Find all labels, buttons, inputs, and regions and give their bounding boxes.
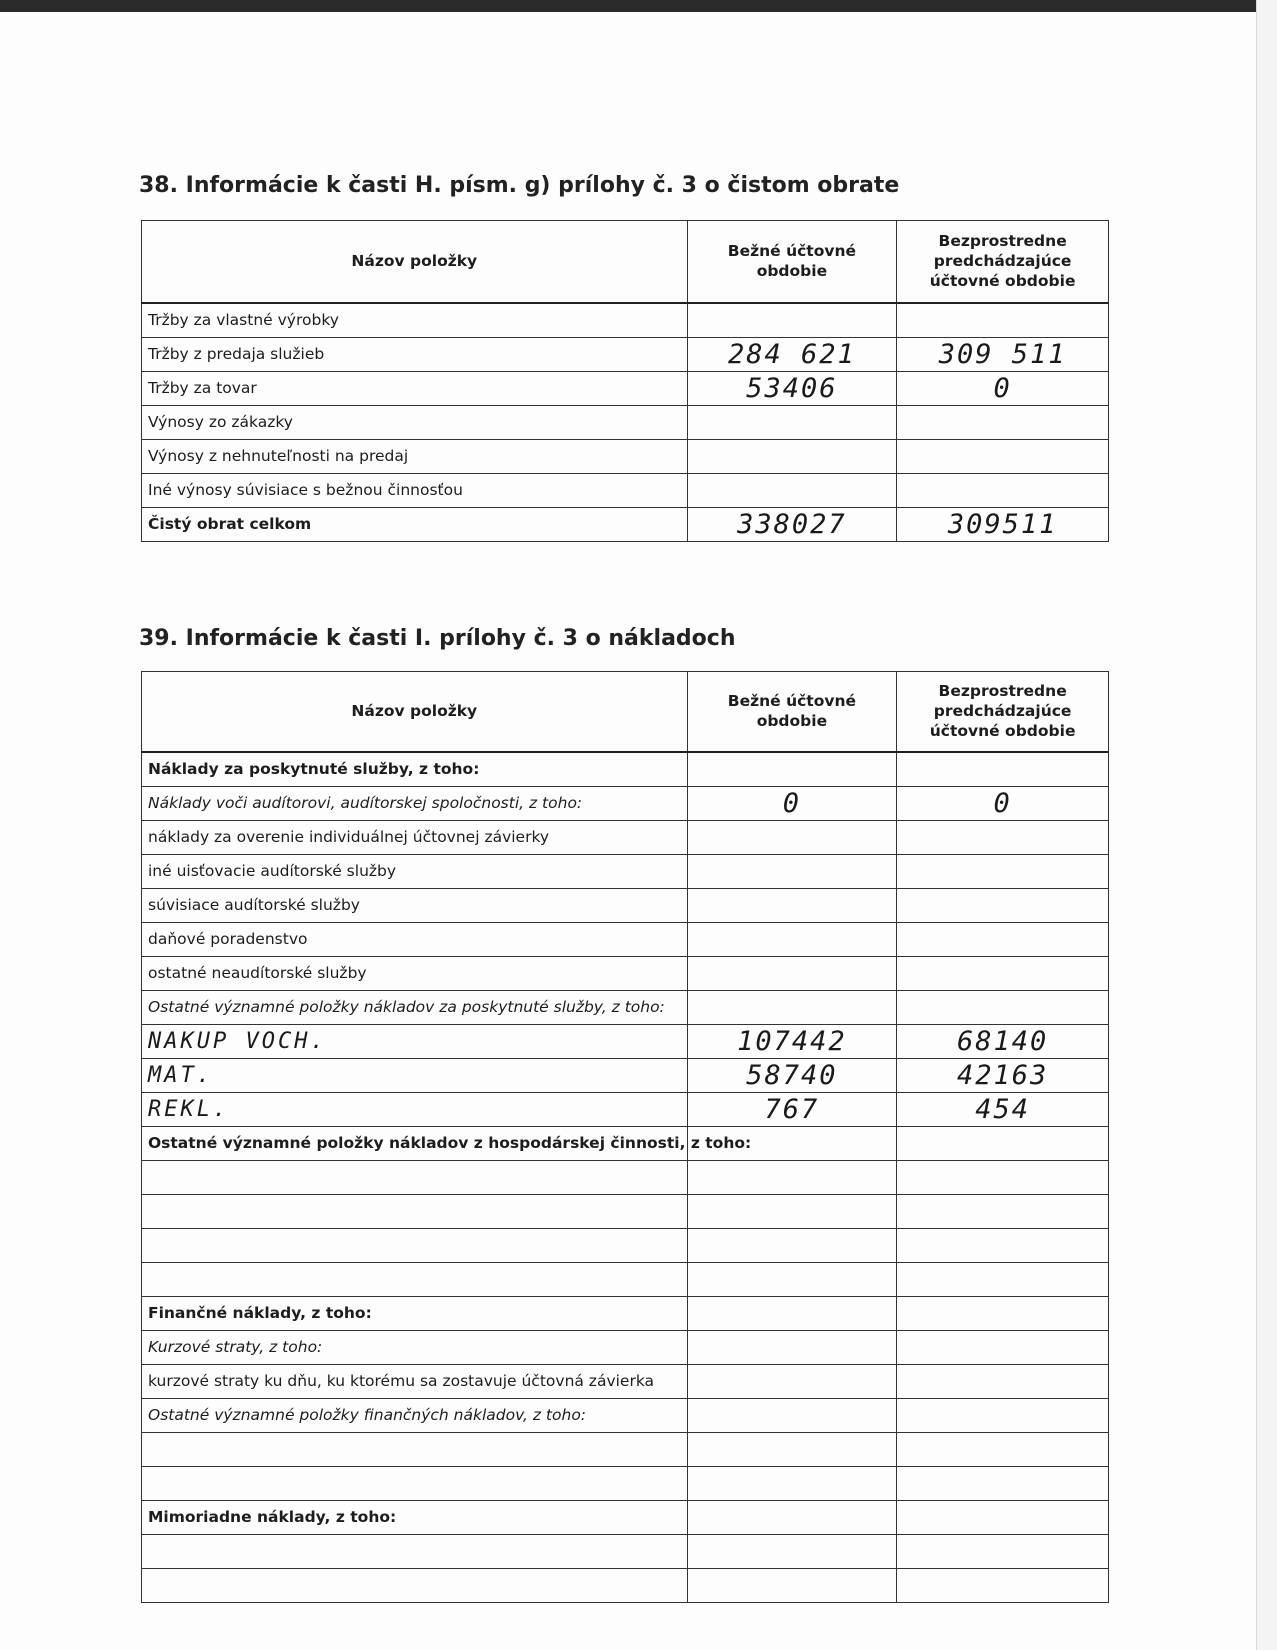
current-value-cell[interactable] [687, 752, 897, 787]
current-value-cell[interactable]: 53406 [687, 371, 897, 405]
handwritten-item-label[interactable]: MAT. [142, 1058, 688, 1092]
previous-value-cell[interactable] [897, 1228, 1109, 1262]
table-row [142, 888, 1109, 922]
table-row [142, 1126, 1109, 1160]
row-label[interactable] [142, 1228, 688, 1262]
row-label: Náklady voči audítorovi, audítorskej spoločnosti, z toho: [142, 786, 688, 820]
row-label: Iné výnosy súvisiace s bežnou činnosťou [142, 473, 688, 507]
previous-value-cell[interactable] [897, 1160, 1109, 1194]
previous-value-cell[interactable] [897, 1126, 1109, 1160]
table-row [142, 922, 1109, 956]
current-value-cell[interactable]: 284 621 [687, 337, 897, 371]
previous-value-cell[interactable] [897, 1364, 1109, 1398]
current-value-cell[interactable] [687, 1160, 897, 1194]
current-value-cell[interactable] [687, 888, 897, 922]
row-label: Ostatné významné položky finančných nákladov, z toho: [142, 1398, 688, 1432]
table-row [142, 990, 1109, 1024]
previous-value-cell[interactable]: 454 [897, 1092, 1109, 1126]
previous-value-cell[interactable] [897, 990, 1109, 1024]
previous-value-cell[interactable] [897, 1432, 1109, 1466]
row-label: Tržby za tovar [142, 371, 688, 405]
current-value-cell[interactable] [687, 1568, 897, 1602]
current-value-cell[interactable] [687, 1330, 897, 1364]
current-value-cell[interactable] [687, 1296, 897, 1330]
current-total-cell[interactable]: 338027 [687, 507, 897, 541]
table-row [142, 337, 1109, 371]
previous-value-cell[interactable] [897, 1466, 1109, 1500]
previous-value-cell[interactable]: 42163 [897, 1058, 1109, 1092]
row-label: súvisiace audítorské služby [142, 888, 688, 922]
table-row [142, 371, 1109, 405]
blank-row [142, 1466, 1109, 1500]
table-row [142, 854, 1109, 888]
row-label: Mimoriadne náklady, z toho: [142, 1500, 688, 1534]
table-header-row [142, 672, 1109, 752]
previous-total-cell[interactable]: 309511 [897, 507, 1109, 541]
table-row [142, 405, 1109, 439]
handwritten-item-label[interactable]: NAKUP VOCH. [142, 1024, 688, 1058]
current-value-cell[interactable] [687, 820, 897, 854]
current-value-cell[interactable]: 767 [687, 1092, 897, 1126]
current-value-cell[interactable] [687, 990, 897, 1024]
previous-value-cell[interactable] [897, 1500, 1109, 1534]
row-label: Finančné náklady, z toho: [142, 1296, 688, 1330]
table-row [142, 303, 1109, 338]
row-label: Výnosy zo zákazky [142, 405, 688, 439]
blank-row [142, 1432, 1109, 1466]
blank-row [142, 1194, 1109, 1228]
previous-value-cell[interactable]: 0 [897, 786, 1109, 820]
current-value-cell[interactable]: 107442 [687, 1024, 897, 1058]
section-39-table [141, 671, 1109, 1603]
previous-value-cell[interactable] [897, 956, 1109, 990]
previous-value-cell[interactable] [897, 303, 1109, 338]
blank-row [142, 1568, 1109, 1602]
total-row [142, 507, 1109, 541]
header-current-period: Bežné účtovné obdobie [687, 221, 897, 303]
current-value-cell[interactable] [687, 1534, 897, 1568]
current-value-cell[interactable] [687, 1500, 897, 1534]
table-row [142, 1398, 1109, 1432]
current-value-cell[interactable] [687, 1398, 897, 1432]
handwritten-item-label[interactable]: REKL. [142, 1092, 688, 1126]
current-value-cell[interactable] [687, 854, 897, 888]
table-row [142, 820, 1109, 854]
current-value-cell[interactable] [687, 1228, 897, 1262]
row-label: daňové poradenstvo [142, 922, 688, 956]
table-row [142, 439, 1109, 473]
current-value-cell[interactable] [687, 473, 897, 507]
previous-value-cell[interactable] [897, 1534, 1109, 1568]
previous-value-cell[interactable] [897, 473, 1109, 507]
row-label[interactable] [142, 1160, 688, 1194]
row-label: náklady za overenie individuálnej účtovnej závierky [142, 820, 688, 854]
row-label: kurzové straty ku dňu, ku ktorému sa zostavuje účtovná závierka [142, 1364, 688, 1398]
table-row [142, 1500, 1109, 1534]
table-row [142, 1364, 1109, 1398]
previous-value-cell[interactable]: 0 [897, 371, 1109, 405]
current-value-cell[interactable]: 0 [687, 786, 897, 820]
section-38-table [141, 220, 1109, 542]
header-item-name: Názov položky [142, 221, 688, 303]
current-value-cell[interactable] [687, 439, 897, 473]
row-label: Ostatné významné položky nákladov z hospodárskej činnosti, z toho: [142, 1126, 688, 1160]
current-value-cell[interactable] [687, 1432, 897, 1466]
row-label: Tržby z predaja služieb [142, 337, 688, 371]
previous-value-cell[interactable] [897, 820, 1109, 854]
previous-value-cell[interactable] [897, 922, 1109, 956]
current-value-cell[interactable] [687, 1194, 897, 1228]
previous-value-cell[interactable] [897, 439, 1109, 473]
table-row [142, 473, 1109, 507]
row-label: Tržby za vlastné výrobky [142, 303, 688, 338]
previous-value-cell[interactable] [897, 1330, 1109, 1364]
section-39-title: 39. Informácie k časti I. prílohy č. 3 o nákladoch [139, 626, 736, 651]
header-previous-period: Bezprostredne predchádzajúce účtovné obdobie [897, 672, 1109, 752]
scan-top-edge [0, 0, 1262, 12]
previous-value-cell[interactable] [897, 1398, 1109, 1432]
row-label[interactable] [142, 1534, 688, 1568]
current-value-cell[interactable]: 58740 [687, 1058, 897, 1092]
header-previous-period: Bezprostredne predchádzajúce účtovné obdobie [897, 221, 1109, 303]
table-row [142, 786, 1109, 820]
blank-row [142, 1262, 1109, 1296]
previous-value-cell[interactable]: 68140 [897, 1024, 1109, 1058]
row-label[interactable] [142, 1432, 688, 1466]
table-row [142, 1330, 1109, 1364]
row-label: iné uisťovacie audítorské služby [142, 854, 688, 888]
current-value-cell[interactable] [687, 956, 897, 990]
previous-value-cell[interactable] [897, 752, 1109, 787]
table-row [142, 1058, 1109, 1092]
previous-value-cell[interactable] [897, 888, 1109, 922]
row-label: Náklady za poskytnuté služby, z toho: [142, 752, 688, 787]
row-label[interactable] [142, 1194, 688, 1228]
table-row [142, 1092, 1109, 1126]
section-38-title: 38. Informácie k časti H. písm. g) prílohy č. 3 o čistom obrate [139, 173, 900, 198]
current-value-cell[interactable] [687, 1262, 897, 1296]
current-value-cell[interactable] [687, 1364, 897, 1398]
row-label: Kurzové straty, z toho: [142, 1330, 688, 1364]
blank-row [142, 1534, 1109, 1568]
previous-value-cell[interactable] [897, 1262, 1109, 1296]
table-row [142, 752, 1109, 787]
scan-right-edge [1256, 0, 1277, 1650]
row-label: Ostatné významné položky nákladov za poskytnuté služby, z toho: [142, 990, 688, 1024]
previous-value-cell[interactable] [897, 854, 1109, 888]
previous-value-cell[interactable]: 309 511 [897, 337, 1109, 371]
table-row [142, 1024, 1109, 1058]
current-value-cell[interactable] [687, 1466, 897, 1500]
row-label[interactable] [142, 1262, 688, 1296]
table-row [142, 956, 1109, 990]
previous-value-cell[interactable] [897, 405, 1109, 439]
current-value-cell[interactable] [687, 405, 897, 439]
header-current-period: Bežné účtovné obdobie [687, 672, 897, 752]
table-header-row [142, 221, 1109, 303]
row-label: ostatné neaudítorské služby [142, 956, 688, 990]
previous-value-cell[interactable] [897, 1568, 1109, 1602]
table-row [142, 1296, 1109, 1330]
previous-value-cell[interactable] [897, 1296, 1109, 1330]
previous-value-cell[interactable] [897, 1194, 1109, 1228]
blank-row [142, 1228, 1109, 1262]
row-label[interactable] [142, 1466, 688, 1500]
row-label[interactable] [142, 1568, 688, 1602]
header-item-name: Názov položky [142, 672, 688, 752]
row-label: Čistý obrat celkom [142, 507, 688, 541]
current-value-cell[interactable] [687, 922, 897, 956]
current-value-cell[interactable] [687, 303, 897, 338]
blank-row [142, 1160, 1109, 1194]
row-label: Výnosy z nehnuteľnosti na predaj [142, 439, 688, 473]
